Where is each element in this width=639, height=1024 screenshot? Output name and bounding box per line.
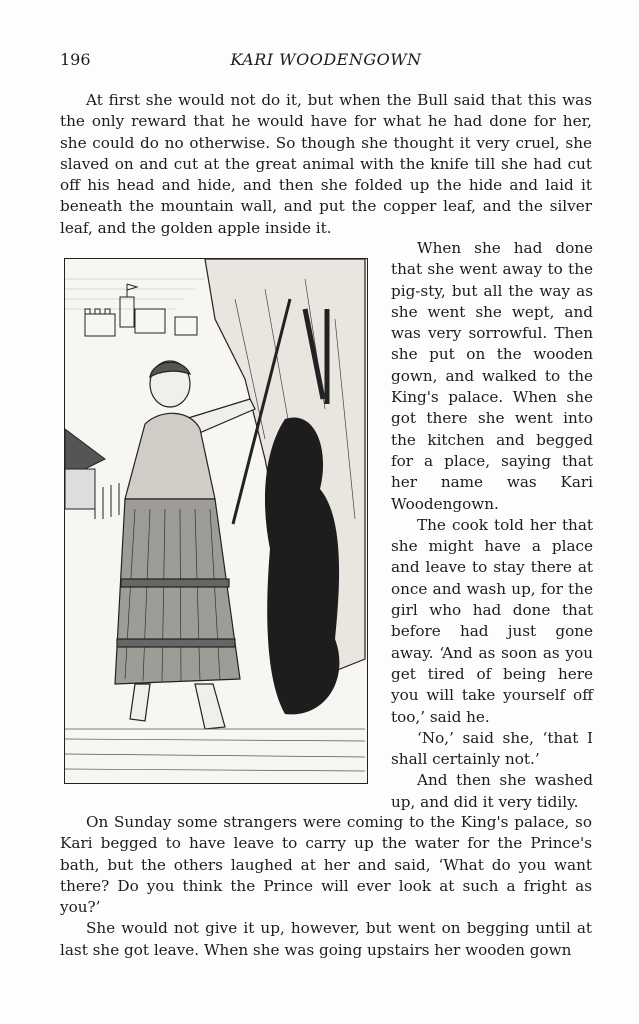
paragraph: ‘No,’ said she, ‘that I shall certainly not.’ bbox=[391, 728, 593, 769]
text-column-right bbox=[391, 238, 593, 813]
paragraph: The cook told her that she might have a place and leave to stay there at once and wash up, for the girl who had done that before had just gone away. ‘And as soon as you get tired of being here you will take yourself off too,’ said he. bbox=[391, 515, 593, 726]
paragraph: When she had done that she went away to the pig-sty, but all the way as she went she wept, and was very sorrowful. Then she put on the wooden gown, and walked to the King's palace. When she got there she went into the kitchen and begged for a place, saying that her name was Kari Woodengown. bbox=[391, 239, 593, 513]
castle-drawing bbox=[85, 284, 197, 336]
paragraph: At first she would not do it, but when the Bull said that this was the only reward that he would have for what he had done for her, she could do no otherwise. So though she thought it very cruel, she slaved on and cut at the great animal with the knife till she had cut off his head and hide, and then she folded up the hide and laid it beneath the mountain wall, and put the copper leaf, and the silver leaf, and the golden apple inside it. bbox=[60, 91, 592, 237]
paragraph: And then she washed up, and did it very tidily. bbox=[391, 771, 593, 811]
page-header bbox=[60, 50, 592, 72]
running-title: KARI WOODENGOWN bbox=[230, 50, 422, 69]
kari-figure bbox=[115, 361, 255, 729]
illustration-kari-with-stick bbox=[64, 258, 368, 784]
text-block-top bbox=[60, 90, 592, 239]
paragraph: She would not give it up, however, but went on begging until at last she got leave. When she was going upstairs her wooden gown bbox=[60, 919, 592, 959]
page-number: 196 bbox=[60, 50, 91, 69]
illustration-drawing bbox=[65, 259, 366, 782]
text-block-bottom bbox=[60, 812, 592, 961]
paragraph: On Sunday some strangers were coming to the King's palace, so Kari begged to have leave to carry up the water for the Prince's bath, but the others laughed at her and said, ‘What do you want there? Do you think the Prince will ever look at such a fright as you?’ bbox=[60, 813, 592, 917]
